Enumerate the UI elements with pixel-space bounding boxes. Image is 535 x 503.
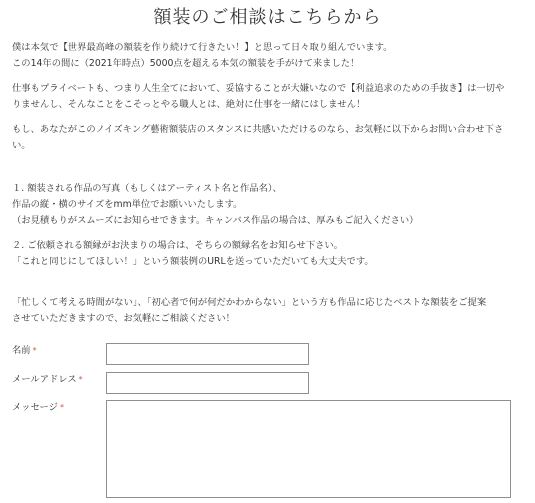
name-label	[12, 345, 37, 357]
message-label	[12, 402, 64, 414]
name-label-text: 名前	[12, 345, 31, 356]
intro-line-2: この14年の間に（2021年時点）5000点を超える本気の額装を手がけて来ました！	[12, 58, 360, 69]
page-title: 額装のご相談はこちらから	[153, 7, 382, 28]
message-required-mark: *	[59, 403, 64, 412]
step-2-line-2: 「これと同じにしてほしい！」という額装例のURLを送っていただいても大丈夫です。	[12, 256, 374, 267]
step-1-line-3: （お見積もりがスムーズにお知らせできます。キャンバス作品の場合は、厚みもご記入ください）	[12, 215, 419, 226]
intro-paragraph	[12, 40, 527, 72]
step-2-line-1: ２. ご依頼される額縁がお決まりの場合は、そちらの額縁名をお知らせ下さい。	[12, 240, 344, 251]
invitation-line-1: もし、あなたがこのノイズキング藝術額装店のスタンスに共感いただけるのなら、お気軽に以下からお問い合わせ下さ	[12, 124, 504, 135]
policy-line-1: 仕事もプライベートも、つまり人生全てにおいて、妥協することが大嫌いなので【利益追求のための手抜き】は一切や	[12, 83, 505, 94]
step-1-instructions	[12, 181, 527, 229]
email-label	[12, 374, 83, 386]
step-1-line-1: １. 額装される作品の写真（もしくはアーティスト名と作品名）、	[12, 183, 282, 194]
closing-paragraph	[12, 295, 527, 327]
name-required-mark: *	[32, 346, 37, 355]
name-input[interactable]	[106, 343, 309, 365]
email-required-mark: *	[78, 375, 83, 384]
intro-line-1: 僕は本気で【世界最高峰の額装を作り続けて行きたい！】と思って日々取り組んでいます。	[12, 42, 393, 53]
invitation-paragraph	[12, 122, 527, 154]
email-label-text: メールアドレス	[12, 374, 77, 385]
step-1-line-2: 作品の縦・横のサイズをmm単位でお願いいたします。	[12, 199, 243, 210]
email-input[interactable]	[106, 372, 309, 394]
closing-line-1: 「忙しくて考える時間がない」、「初心者で何が何だかわからない」という方も作品に応じたベストな額装をご提案	[12, 297, 487, 308]
policy-paragraph	[12, 81, 527, 113]
closing-line-2: させていただきますので、お気軽にご相談ください！	[12, 313, 235, 324]
message-label-text: メッセージ	[12, 402, 58, 413]
step-2-instructions	[12, 238, 527, 270]
message-textarea[interactable]	[106, 400, 511, 498]
policy-line-2: りませんし、そんなことをこそっとやる職人とは、絶対に仕事を一緒にはしません！	[12, 99, 366, 110]
invitation-line-2: い。	[12, 140, 31, 151]
